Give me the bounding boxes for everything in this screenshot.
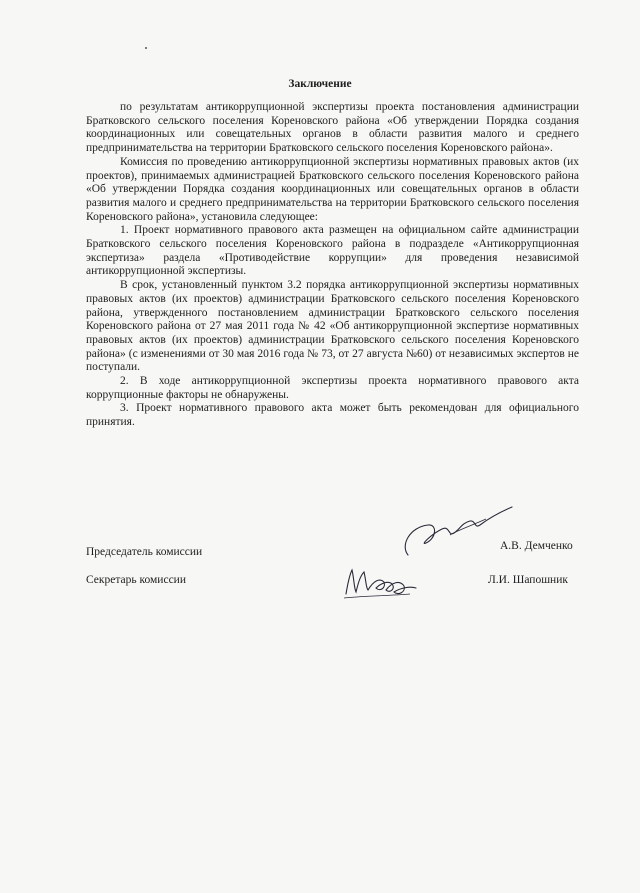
intro-paragraph: по результатам антикоррупционной экспертизы проекта постановления администрации Братковского сельского поселения Кореновского района «Об утверждении Порядка создания координационных или совещательных органов в области развития малого и среднего предпринимательства на территории Братковского сельского поселения Кореновского района». bbox=[86, 101, 579, 155]
chair-signature bbox=[390, 505, 520, 565]
secretary-label: Секретарь комиссии bbox=[86, 574, 186, 586]
document-title: Заключение bbox=[288, 78, 352, 90]
chair-name: А.В. Демченко bbox=[500, 540, 573, 552]
deadline-paragraph: В срок, установленный пунктом 3.2 порядка антикоррупционной экспертизы нормативных правовых актов (их проектов) администрации Братковского сельского поселения Кореновского района, утвержденного постановлением администрации Братковского сельского поселения Кореновского района от 27 мая 2011 года № 42 «Об антикоррупционной экспертизе нормативных правовых актов (их проектов) администрации Братковского сельского поселения Кореновского района» (с изменениями от 30 мая 2016 года № 73, от 27 августа №60) от независимых экспертов не поступали. bbox=[86, 279, 579, 374]
document-body bbox=[86, 101, 579, 430]
scan-speck bbox=[145, 47, 147, 49]
chair-label: Председатель комиссии bbox=[86, 546, 203, 558]
commission-paragraph: Комиссия по проведению антикоррупционной экспертизы нормативных правовых актов (их проектов), принимаемых администрацией Братковского сельского поселения Кореновского района «Об утверждении Порядка создания координационных или совещательных органов в области развития малого и среднего предпринимательства на территории Братковского сельского поселения Кореновского района», установила следующее: bbox=[86, 155, 579, 223]
secretary-name: Л.И. Шапошник bbox=[488, 574, 568, 586]
item-2-paragraph: 2. В ходе антикоррупционной экспертизы проекта нормативного правового акта коррупционные факторы не обнаружены. bbox=[86, 375, 579, 401]
item-1-paragraph: 1. Проект нормативного правового акта размещен на официальном сайте администрации Братковского сельского поселения Кореновского района в подразделе «Антикоррупционная экспертиза» раздела «Противодействие коррупции» для проведения независимой антикоррупционной экспертизы. bbox=[86, 224, 579, 278]
secretary-signature bbox=[340, 558, 420, 603]
item-3-paragraph: 3. Проект нормативного правового акта может быть рекомендован для официального принятия. bbox=[86, 402, 579, 429]
